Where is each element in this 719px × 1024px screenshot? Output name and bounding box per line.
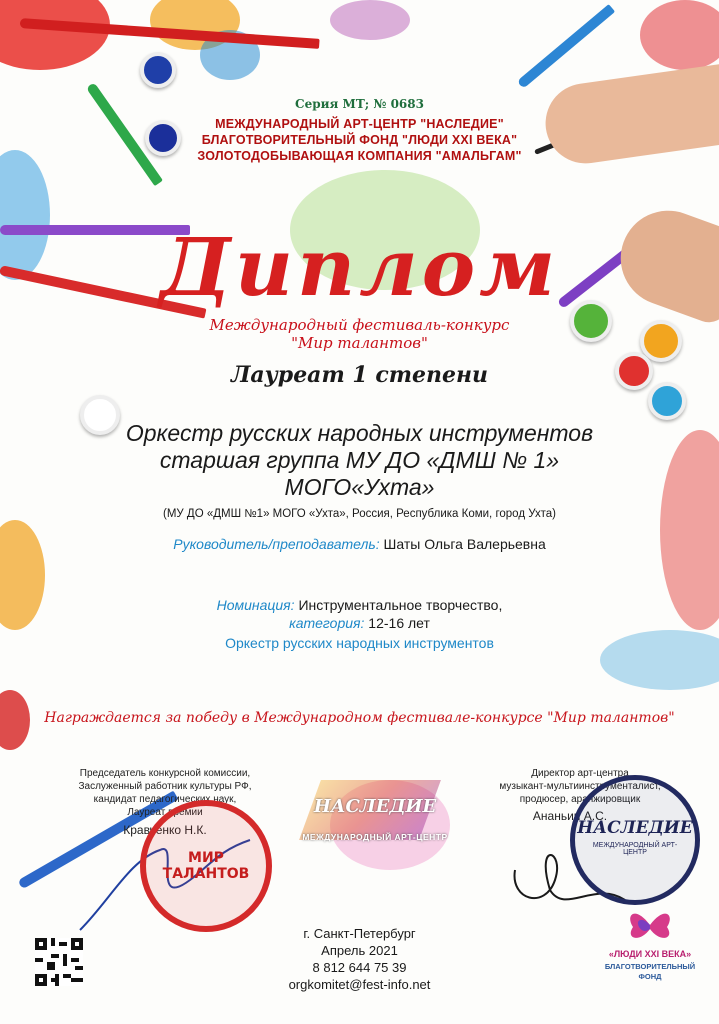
leader-row (0, 536, 719, 552)
nomination-row (0, 597, 719, 613)
pencil-decor (517, 4, 615, 89)
director-line: музыкант-мультиинструменталист, (499, 781, 661, 792)
festival-name: Международный фестиваль-конкурс (209, 316, 510, 334)
stamp-text: НАСЛЕДИЕ (577, 818, 693, 838)
paint-splash-decor (0, 0, 110, 70)
chair-line: Заслуженный работник культуры РФ, (78, 781, 252, 792)
participant-info: (МУ ДО «ДМШ №1» МОГО «Ухта», Россия, Республика Коми, город Ухта) (163, 508, 556, 520)
leader-name: Шаты Ольга Валерьевна (383, 536, 546, 552)
organizer-line: ЗОЛОТОДОБЫВАЮЩАЯ КОМПАНИЯ "АМАЛЬГАМ" (197, 149, 522, 163)
director-line: Директор арт-центра (531, 768, 629, 779)
fund-name: «ЛЮДИ XXI ВЕКА» (608, 949, 692, 959)
series-number: Серия МТ; № 0683 (295, 97, 424, 111)
nomination-label: Номинация: (216, 597, 295, 613)
chair-line: Лауреат премии (127, 807, 203, 818)
logo-name: НАСЛЕДИЕ (313, 796, 437, 817)
paint-splash-decor (640, 0, 719, 70)
chair-line: кандидат педагогических наук, (93, 794, 237, 805)
chair-name: Кравченко Н.К. (123, 823, 207, 837)
contact-email[interactable]: orgkomitet@fest-info.net (288, 977, 431, 992)
director-line: продюсер, аранжировщик (519, 794, 641, 805)
organizer-line: МЕЖДУНАРОДНЫЙ АРТ-ЦЕНТР "НАСЛЕДИЕ" (215, 117, 504, 131)
chair-line: Председатель конкурсной комиссии, (79, 768, 251, 779)
category-row (0, 615, 719, 631)
qr-code-icon (35, 938, 83, 986)
logo-subtitle: МЕЖДУНАРОДНЫЙ АРТ-ЦЕНТР (302, 832, 448, 842)
contact-date: Апрель 2021 (321, 943, 398, 958)
stamp-subtext: МЕЖДУНАРОДНЫЙ АРТ-ЦЕНТР (592, 842, 678, 856)
participant-line: старшая группа МУ ДО «ДМШ № 1» (159, 447, 560, 473)
festival-title: "Мир талантов" (291, 334, 428, 352)
stamp-text: МИР ТАЛАНТОВ (162, 850, 250, 882)
organizer-line: БЛАГОТВОРИТЕЛЬНЫЙ ФОНД "ЛЮДИ XXI ВЕКА" (201, 133, 518, 147)
butterfly-icon (625, 905, 675, 945)
leader-label: Руководитель/преподаватель: (173, 536, 380, 552)
nomination-value: Инструментальное творчество, (298, 597, 503, 613)
laureate-degree: Лауреат 1 степени (230, 362, 489, 388)
diploma-title: Диплом (159, 220, 560, 314)
paint-splash-decor (330, 0, 410, 40)
contact-city: г. Санкт-Петербург (303, 926, 416, 941)
ensemble-name: Оркестр русских народных инструментов (225, 635, 494, 651)
participant-line: МОГО«Ухта» (284, 474, 435, 500)
fund-subtitle: БЛАГОТВОРИТЕЛЬНЫЙ (604, 962, 696, 971)
director-name: Ананьин А.С. (532, 809, 608, 823)
participant-line: Оркестр русских народных инструментов (125, 420, 594, 446)
festival-stamp (140, 800, 272, 932)
category-value: 12-16 лет (368, 615, 430, 631)
contact-phone: 8 812 644 75 39 (312, 960, 407, 975)
art-center-stamp (570, 775, 700, 905)
paint-pot-decor (140, 52, 176, 88)
fund-subtitle: ФОНД (638, 972, 662, 981)
nasledie-logo (290, 770, 460, 860)
fund-logo (595, 905, 705, 1015)
award-line: Награждается за победу в Международном фестивале-конкурсе "Мир талантов" (44, 710, 675, 726)
chair-credentials (50, 767, 280, 819)
category-label: категория: (289, 615, 365, 631)
